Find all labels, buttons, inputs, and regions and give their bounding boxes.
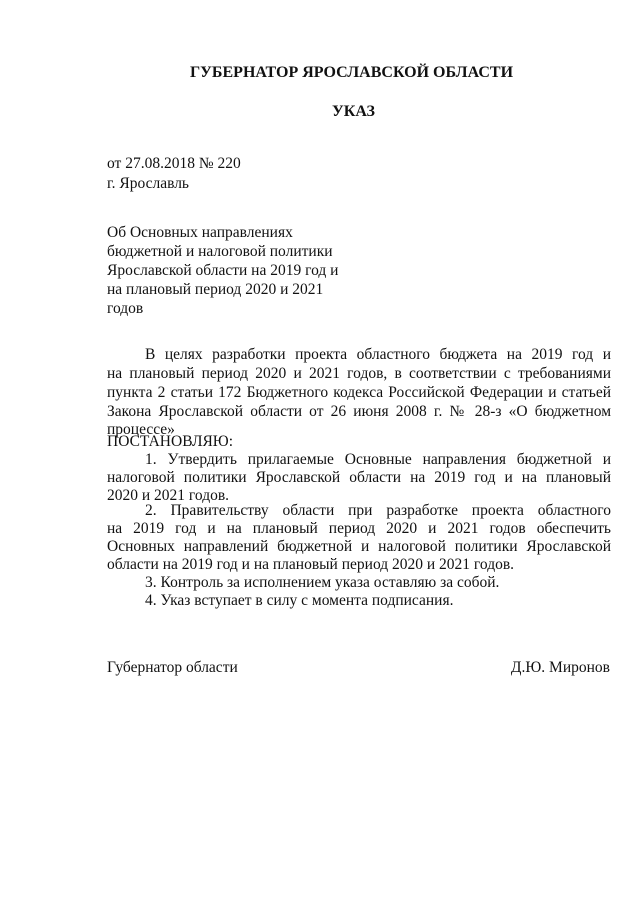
- item-3: 3. Контроль за исполнением указа оставляю за собой.: [145, 574, 500, 591]
- document-type-title: УКАЗ: [332, 103, 375, 120]
- decree-word: ПОСТАНОВЛЯЮ:: [107, 433, 234, 450]
- item-2-line: 2. Правительству области при разработке проекта областного: [145, 502, 611, 519]
- date-number: от 27.08.2018 № 220: [107, 155, 241, 172]
- preamble-line: Закона Ярославской области от 26 июня 2008 г. № 28-з «О бюджетном: [107, 403, 611, 420]
- subject-line: Ярославской области на 2019 год и: [107, 262, 339, 279]
- item-2-line: области на 2019 год и на плановый период 2020 и 2021 годов.: [107, 556, 515, 573]
- item-1-line: 1. Утвердить прилагаемые Основные направления бюджетной и: [145, 451, 611, 468]
- preamble-line: процессе»: [107, 421, 175, 438]
- signature-name: Д.Ю. Миронов: [510, 659, 610, 676]
- subject-line: годов: [107, 300, 144, 317]
- subject-line: бюджетной и налоговой политики: [107, 243, 333, 260]
- item-1-line: налоговой политики Ярославской области на 2019 год и на плановый: [107, 469, 611, 486]
- preamble-line: В целях разработки проекта областного бюджета на 2019 год и: [145, 346, 611, 363]
- preamble-line: пункта 2 статьи 172 Бюджетного кодекса Российской Федерации и статьей: [107, 384, 611, 401]
- item-2-line: Основных направлений бюджетной и налоговой политики Ярославской: [107, 538, 611, 555]
- preamble-line: на плановый период 2020 и 2021 годов, в соответствии с требованиями: [107, 365, 611, 382]
- signature-position: Губернатор области: [107, 659, 238, 676]
- item-1-line: 2020 и 2021 годов.: [107, 487, 230, 504]
- item-2-line: на 2019 год и на плановый период 2020 и 2021 годов обеспечить: [107, 520, 611, 537]
- item-4: 4. Указ вступает в силу с момента подписания.: [145, 592, 454, 609]
- city: г. Ярославль: [107, 175, 189, 192]
- subject-line: на плановый период 2020 и 2021: [107, 281, 324, 298]
- subject-line: Об Основных направлениях: [107, 224, 293, 241]
- authority-title: ГУБЕРНАТОР ЯРОСЛАВСКОЙ ОБЛАСТИ: [190, 64, 514, 81]
